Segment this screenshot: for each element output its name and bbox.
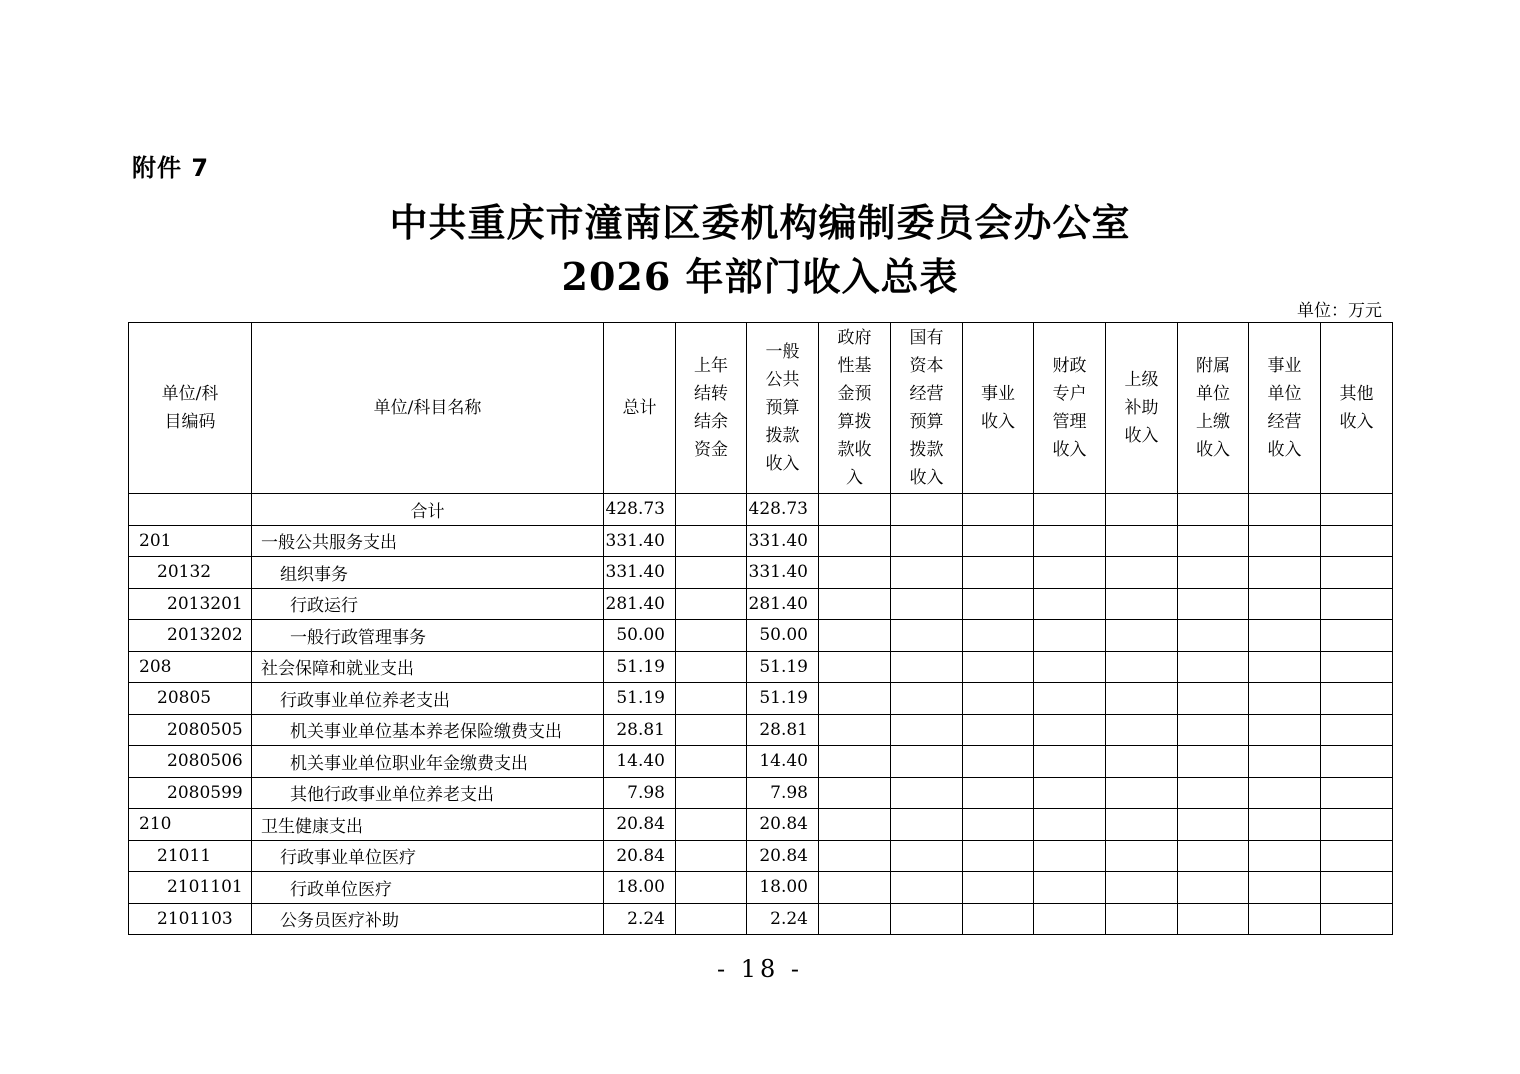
header-fiscal-special: 财政专户管理收入 [1034, 323, 1106, 494]
row-name: 社会保障和就业支出 [252, 651, 604, 683]
table-row [129, 714, 1393, 746]
table-row [129, 746, 1393, 778]
row-code: 2101103 [129, 903, 252, 935]
table-row [129, 651, 1393, 683]
row-code: 2080506 [129, 746, 252, 778]
row-code: 210 [129, 809, 252, 841]
header-business-operation: 事业单位经营收入 [1249, 323, 1321, 494]
header-other-income: 其他收入 [1321, 323, 1393, 494]
table-row-total [129, 494, 1393, 526]
table-row [129, 557, 1393, 589]
header-business-income: 事业收入 [963, 323, 1034, 494]
row-name: 卫生健康支出 [252, 809, 604, 841]
row-total: 51.19 [604, 683, 676, 715]
row-general-budget: 51.19 [747, 683, 819, 715]
row-name: 组织事务 [252, 557, 604, 589]
row-code: 201 [129, 525, 252, 557]
table-row [129, 872, 1393, 904]
income-summary-table [128, 322, 1393, 935]
row-name: 其他行政事业单位养老支出 [252, 777, 604, 809]
table-row [129, 620, 1393, 652]
row-total: 281.40 [604, 588, 676, 620]
row-name: 机关事业单位基本养老保险缴费支出 [252, 714, 604, 746]
row-code: 2080505 [129, 714, 252, 746]
row-total: 18.00 [604, 872, 676, 904]
header-state-capital: 国有资本经营预算拨款收入 [891, 323, 963, 494]
row-name: 一般行政管理事务 [252, 620, 604, 652]
header-name: 单位/科目名称 [252, 323, 604, 494]
row-total: 28.81 [604, 714, 676, 746]
table-row [129, 777, 1393, 809]
row-general-budget: 14.40 [747, 746, 819, 778]
row-name: 一般公共服务支出 [252, 525, 604, 557]
table-row [129, 840, 1393, 872]
row-total: 2.24 [604, 903, 676, 935]
row-general-budget: 281.40 [747, 588, 819, 620]
row-general-budget: 18.00 [747, 872, 819, 904]
table-row [129, 525, 1393, 557]
row-code: 20132 [129, 557, 252, 589]
row-code: 2080599 [129, 777, 252, 809]
table-row [129, 588, 1393, 620]
row-general-budget: 331.40 [747, 557, 819, 589]
table-row [129, 683, 1393, 715]
header-carryover: 上年结转结余资金 [676, 323, 747, 494]
row-name: 行政事业单位医疗 [252, 840, 604, 872]
document-title-line1: 中共重庆市潼南区委机构编制委员会办公室 [389, 200, 1131, 245]
row-total: 51.19 [604, 651, 676, 683]
row-total: 7.98 [604, 777, 676, 809]
row-general-budget: 20.84 [747, 809, 819, 841]
row-name: 行政运行 [252, 588, 604, 620]
header-general-budget: 一般公共预算拨款收入 [747, 323, 819, 494]
header-gov-fund: 政府性基金预算拨款收入 [819, 323, 891, 494]
row-code: 20805 [129, 683, 252, 715]
row-total: 20.84 [604, 840, 676, 872]
header-superior-subsidy: 上级补助收入 [1106, 323, 1178, 494]
row-name: 行政事业单位养老支出 [252, 683, 604, 715]
row-general-budget: 7.98 [747, 777, 819, 809]
row-name: 行政单位医疗 [252, 872, 604, 904]
table-row [129, 809, 1393, 841]
row-general-budget: 51.19 [747, 651, 819, 683]
row-general-budget: 331.40 [747, 525, 819, 557]
row-general-budget: 28.81 [747, 714, 819, 746]
total-code-cell [129, 494, 252, 526]
total-total: 428.73 [604, 494, 676, 526]
row-total: 14.40 [604, 746, 676, 778]
header-code: 单位/科目编码 [129, 323, 252, 494]
row-general-budget: 20.84 [747, 840, 819, 872]
row-code: 2101101 [129, 872, 252, 904]
row-general-budget: 50.00 [747, 620, 819, 652]
header-affiliated: 附属单位上缴收入 [1178, 323, 1249, 494]
document-title-line2: 2026 年部门收入总表 [561, 254, 959, 299]
table-header-row [129, 323, 1393, 494]
row-total: 331.40 [604, 525, 676, 557]
total-label: 合计 [252, 494, 604, 526]
unit-label: 单位：万元 [1297, 301, 1382, 321]
total-general-budget: 428.73 [747, 494, 819, 526]
row-code: 2013202 [129, 620, 252, 652]
total-carryover [676, 494, 747, 526]
row-code: 21011 [129, 840, 252, 872]
attachment-label: 附件 7 [132, 154, 210, 182]
row-general-budget: 2.24 [747, 903, 819, 935]
row-total: 50.00 [604, 620, 676, 652]
row-name: 公务员医疗补助 [252, 903, 604, 935]
page-number: - 18 - [716, 955, 803, 983]
table-row [129, 903, 1393, 935]
header-total: 总计 [604, 323, 676, 494]
row-code: 208 [129, 651, 252, 683]
row-total: 20.84 [604, 809, 676, 841]
row-name: 机关事业单位职业年金缴费支出 [252, 746, 604, 778]
row-total: 331.40 [604, 557, 676, 589]
row-code: 2013201 [129, 588, 252, 620]
